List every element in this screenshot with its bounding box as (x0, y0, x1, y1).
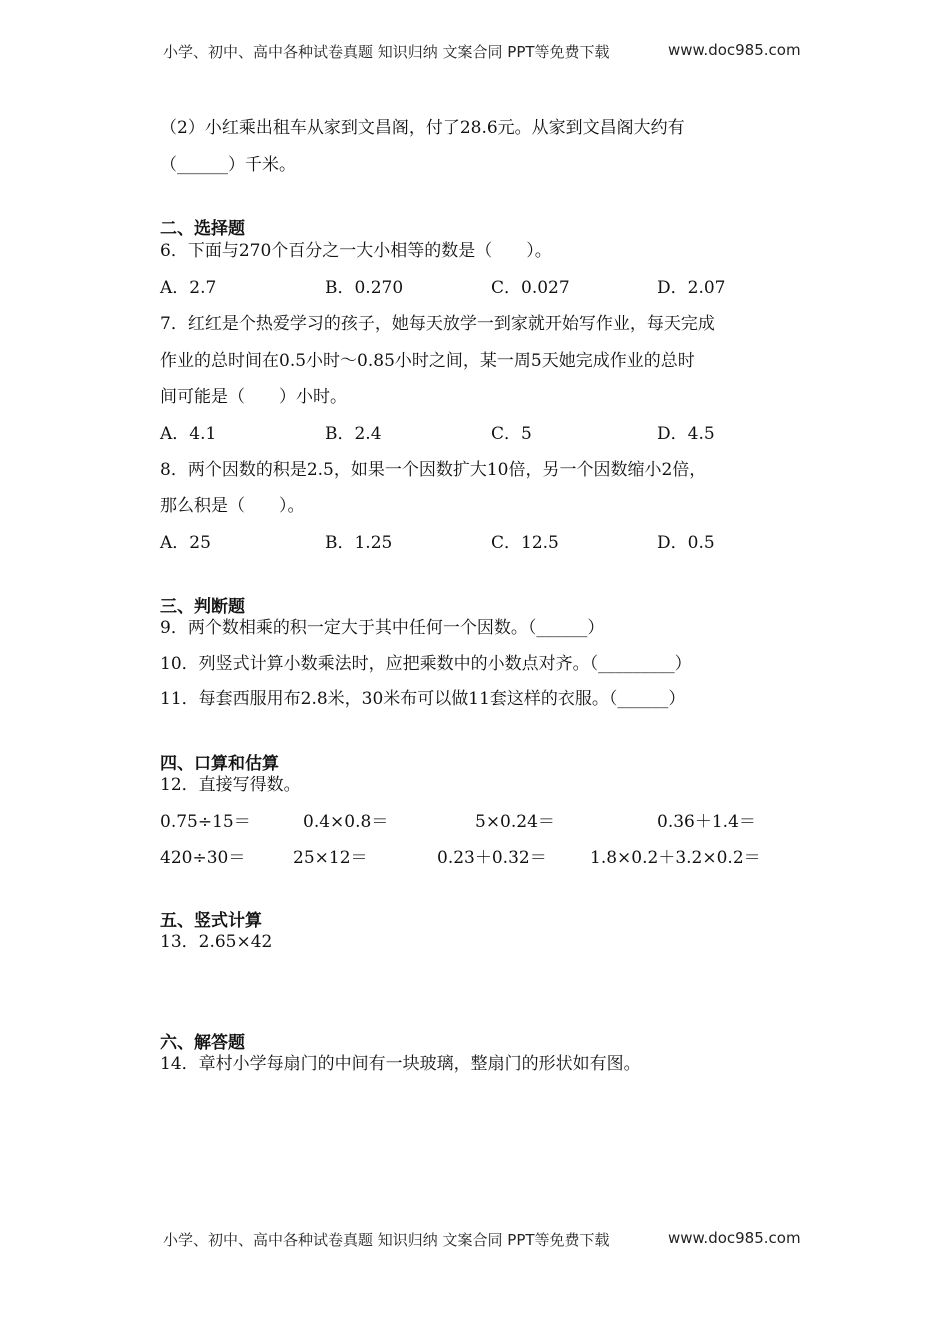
section-title-choice: 二、选择题 (160, 219, 245, 239)
q8-option-c: C．12.5 (491, 533, 559, 553)
q7-line1: 7．红红是个热爱学习的孩子，她每天放学一到家就开始写作业，每天完成 (160, 314, 715, 334)
section-title-vertical-calc: 五、竖式计算 (160, 911, 262, 931)
q7-option-d: D．4.5 (657, 424, 715, 444)
q6-option-c: C．0.027 (491, 278, 570, 298)
q7-line2: 作业的总时间在0.5小时～0.85小时之间，某一周5天她完成作业的总时 (160, 351, 695, 371)
q11-text: 11．每套西服用布2.8米，30米布可以做11套这样的衣服。（______） (160, 689, 686, 709)
q12-item-6: 25×12＝ (293, 848, 368, 868)
q7-option-c: C．5 (491, 424, 532, 444)
q12-item-7: 0.23＋0.32＝ (437, 848, 547, 868)
header-right-url: www.doc985.com (668, 41, 801, 59)
q8-option-a: A．25 (160, 533, 211, 553)
q6-stem: 6．下面与270个百分之一大小相等的数是（ ）。 (160, 241, 552, 261)
section-title-mental-math: 四、口算和估算 (160, 754, 279, 774)
header-left-text: 小学、初中、高中各种试卷真题 知识归纳 文案合同 PPT等免费下载 (163, 43, 610, 61)
q8-option-d: D．0.5 (657, 533, 715, 553)
q12-item-4: 0.36＋1.4＝ (657, 812, 756, 832)
section-title-judgement: 三、判断题 (160, 597, 245, 617)
q7-option-b: B．2.4 (325, 424, 382, 444)
q13-text: 13．2.65×42 (160, 932, 273, 952)
footer-left-text: 小学、初中、高中各种试卷真题 知识归纳 文案合同 PPT等免费下载 (163, 1231, 610, 1249)
q5-2-line1: （2）小红乘出租车从家到文昌阁，付了28.6元。从家到文昌阁大约有 (160, 118, 685, 138)
q14-text: 14．章村小学每扇门的中间有一块玻璃，整扇门的形状如有图。 (160, 1054, 641, 1074)
q12-item-1: 0.75÷15＝ (160, 812, 251, 832)
q7-option-a: A．4.1 (160, 424, 217, 444)
q9-text: 9．两个数相乘的积一定大于其中任何一个因数。（______） (160, 618, 605, 638)
q5-2-line2: （______）千米。 (160, 155, 296, 175)
q12-item-3: 5×0.24＝ (475, 812, 555, 832)
q8-option-b: B．1.25 (325, 533, 393, 553)
q6-option-a: A．2.7 (160, 278, 217, 298)
q10-text: 10．列竖式计算小数乘法时，应把乘数中的小数点对齐。（_________） (160, 654, 692, 674)
q12-item-5: 420÷30＝ (160, 848, 246, 868)
q8-line1: 8．两个因数的积是2.5，如果一个因数扩大10倍，另一个因数缩小2倍， (160, 460, 707, 480)
q6-option-b: B．0.270 (325, 278, 404, 298)
q12-item-2: 0.4×0.8＝ (303, 812, 389, 832)
footer-right-url: www.doc985.com (668, 1229, 801, 1247)
section-title-word-problems: 六、解答题 (160, 1033, 245, 1053)
q8-line2: 那么积是（ ）。 (160, 496, 305, 516)
q7-line3: 间可能是（ ）小时。 (160, 387, 347, 407)
q12-stem: 12．直接写得数。 (160, 775, 301, 795)
q6-option-d: D．2.07 (657, 278, 726, 298)
q12-item-8: 1.8×0.2＋3.2×0.2＝ (590, 848, 761, 868)
